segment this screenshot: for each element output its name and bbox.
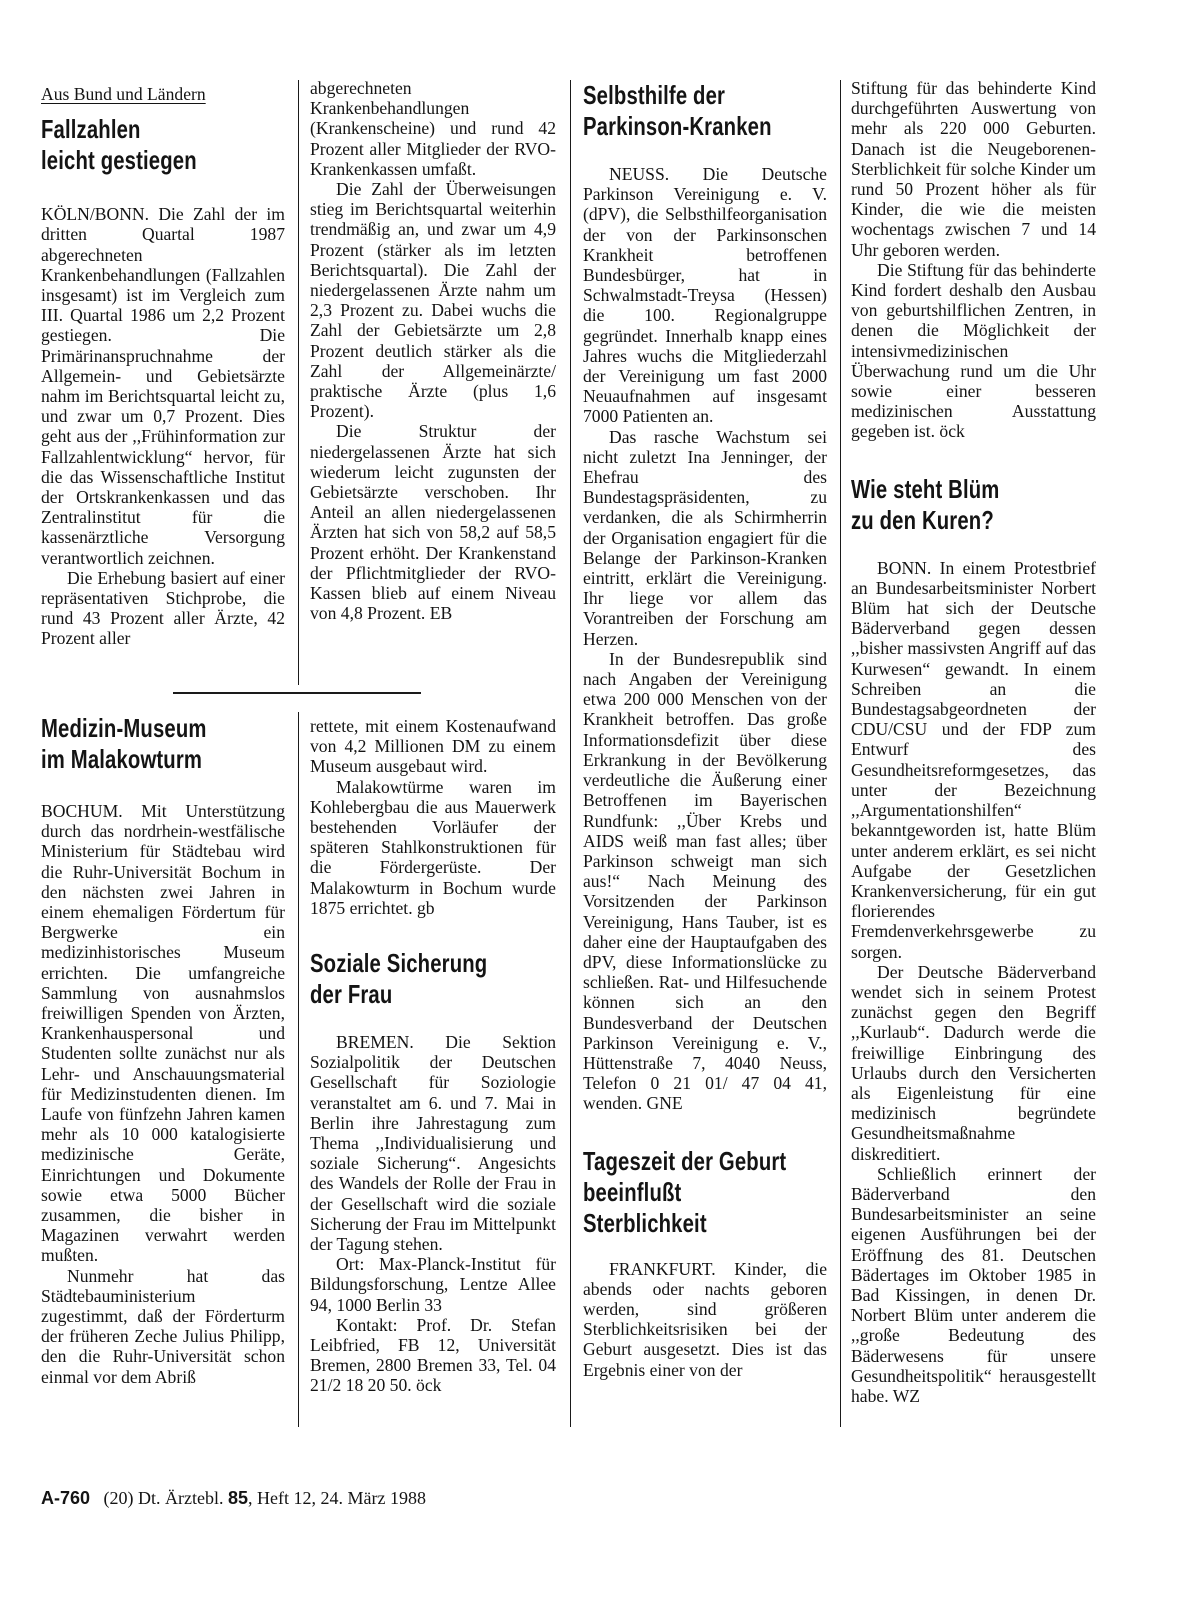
headline-line: im Malakowturm: [41, 744, 203, 774]
column-3: [583, 80, 827, 1380]
headline-tageszeit: [583, 1145, 787, 1239]
headline-line: der Frau: [310, 979, 393, 1010]
headline-line: Wie steht Blüm: [851, 473, 1000, 504]
headline-line: Sterblichkeit: [583, 1207, 707, 1238]
article-paragraph: FRANKFURT. Kinder, die abends oder nachts geboren werden, sind größeren Sterblichkeitsrisiken bei der Geburt ausgesetzt. Dies ist das Ergebnis einer von der: [583, 1258, 827, 1380]
headline-soziale: [310, 948, 502, 1010]
article-paragraph: BREMEN. Die Sektion Sozialpolitik der Deutschen Gesellschaft für Soziologie veranstaltet am 6. und 7. Mai in Berlin ihre Jahrestagung zum Thema ,,Individualisierung und soziale Sicherung“. Angesichts des Wandels der Rolle der Frau in der Gesellschaft wird die soziale Sicherung der Frau im Mittelpunkt der Tagung stehen.: [310, 1032, 556, 1255]
volume-number: 85: [228, 1488, 249, 1508]
column-2-bottom: [310, 716, 556, 1396]
page-footer: [41, 1488, 426, 1509]
column-1-bottom: [41, 713, 285, 1387]
column-4: [851, 78, 1096, 1406]
headline-line: beeinflußt: [583, 1176, 682, 1207]
headline-line: Selbsthilfe der: [583, 80, 726, 110]
article-paragraph: Stiftung für das behinderte Kind durchgeführten Auswertung von mehr als 220 000 Geburten. Danach ist die Neugeborenen-Sterblichkeit für solche Kinder um rund 50 Prozent höher als für Kinder, die wie die meisten wochentags zwischen 7 und 14 Uhr geboren werden.: [851, 78, 1096, 260]
column-divider: [840, 80, 841, 1427]
headline-bluem: [851, 474, 1042, 536]
article-paragraph: Der Deutsche Bäderverband wendet sich in seinem Protest zunächst gegen den Begriff ,,Kurlaub“. Dadurch werde die freiwillige Einbringung des Urlaubs durch den Versicherten als Eigenleistung für eine medizinisch begründete Gesundheitsmaßnahme diskreditiert.: [851, 961, 1096, 1164]
column-divider: [570, 80, 571, 1427]
article-paragraph: Die Struktur der niedergelassenen Ärzte hat sich wiederum leicht zugunsten der Gebietsärzte verschoben. Ihr Anteil an allen niedergelassenen Ärzten hat sich von 58,2 auf 58,5 Prozent erhöht. Der Krankenstand der Pflichtmitglieder der RVO-Kassen blieb auf einem Niveau von 4,8 Prozent. EB: [310, 421, 556, 624]
headline-fallzahlen: [41, 114, 231, 176]
article-paragraph: KÖLN/BONN. Die Zahl der im dritten Quartal 1987 abgerechneten Krankenbehandlungen (Fallzahlen insgesamt) ist im Vergleich zum III. Quartal 1986 um 2,2 Prozent gestiegen. Die Primärinanspruchnahme der Allgemein- und Gebietsärzte nahm im Berichtsquartal leicht zu, und zwar um 0,7 Prozent. Dies geht aus der ,,Frühinformation zur Fallzahlentwicklung“ hervor, für die das Wissenschaftliche Institut der Ortskrankenkassen und das Zentralinstitut für die kassenärztliche Versorgung verantwortlich zeichnen.: [41, 204, 285, 568]
article-paragraph: BONN. In einem Protestbrief an Bundesarbeitsminister Norbert Blüm hat sich der Deutsche Bäderverband gegen dessen ,,bisher massivsten Angriff auf das Kurwesen“ gewandt. In einem Schreiben an die Bundestagsabgeordneten der CDU/CSU und der FDP zum Entwurf des Gesundheitsreformgesetzes, das unter der Bezeichnung ,,Argumentationshilfen“ bekanntgeworden ist, hatte Blüm unter anderem erklärt, es sei nicht Aufgabe der Gesetzlichen Krankenversicherung, für ein gut florierendes Fremdenverkehrsgewerbe zu sorgen.: [851, 557, 1096, 962]
article-paragraph: Das rasche Wachstum sei nicht zuletzt Ina Jenninger, der Ehefrau des Bundestagspräsidenten, zu verdanken, die als Schirmherrin der Organisation engagiert für die Belange der Parkinson-Kranken eintritt, erklärt die Vereinigung. Ihr liege vor allem das Vorantreiben der Forschung am Herzen.: [583, 426, 827, 649]
article-paragraph: BOCHUM. Mit Unterstützung durch das nordrhein-westfälische Ministerium für Städtebau wird die Ruhr-Universität Bochum in den nächsten zwei Jahren in einem ehemaligen Fördertum für Bergwerke ein medizinhistorisches Museum errichten. Die umfangreiche Sammlung von ausnahmslos freiwilligen Spenden von Ärzten, Krankenhauspersonal und Studenten sollte zunächst nur als Lehr- und Anschauungsmaterial für Medizinstudenten dienen. Im Laufe von fünfzehn Jahren kamen mehr als 10 000 katalogisierte medizinische Geräte, Einrichtungen und Dokumente sowie etwa 5000 Bücher zusammen, die bisher in Magazinen verwahrt werden mußten.: [41, 801, 285, 1266]
column-2-top: [310, 78, 556, 623]
article-paragraph: Die Zahl der Überweisungen stieg im Berichtsquartal weiterhin trendmäßig an, und zwar um 4,9 Prozent (stärker als im letzten Berichtsquartal). Die Zahl der niedergelassenen Ärzte nahm um 2,3 Prozent zu. Dabei wuchs die Zahl der Gebietsärzte um 2,8 Prozent deutlich stärker als die Zahl der Allgemeinärzte/ praktische Ärzte (plus 1,6 Prozent).: [310, 179, 556, 422]
page-number: A-760: [41, 1488, 91, 1508]
article-paragraph: rettete, mit einem Kostenaufwand von 4,2 Millionen DM zu einem Museum ausgebaut wird.: [310, 716, 556, 777]
article-paragraph: Kontakt: Prof. Dr. Stefan Leibfried, FB 12, Universität Bremen, 2800 Bremen 33, Tel. 04 21/2 18 20 50. öck: [310, 1314, 556, 1396]
article-paragraph: Die Stiftung für das behinderte Kind fordert deshalb den Ausbau von geburtshilflichen Zentren, in denen die Möglichkeit der intensivmedizinischen Überwachung rund um die Uhr sowie einer besseren medizinischen Ausstattung gegeben ist. öck: [851, 259, 1096, 442]
article-paragraph: Malakowtürme waren im Kohlebergbau die aus Mauerwerk bestehenden Vorläufer der späteren Stahlkonstruktionen für die Fördergerüste. Der Malakowturm in Bochum wurde 1875 errichtet. gb: [310, 776, 556, 918]
article-paragraph: In der Bundesrepublik sind nach Angaben der Vereinigung etwa 200 000 Menschen von der Krankheit betroffen. Das große Informationsdefizit über diese Erkrankung in der Bevölkerung verdeutliche die Äußerung einer Betroffenen im Bayerischen Rundfunk: ,,Über Krebs und AIDS weiß man fast alles; über Parkinson schweigt man sich aus!“ Nach Meinung des Vorsitzenden der Parkinson Vereinigung, Hans Tauber, ist es daher eine der Hauptaufgaben des dPV, diese Informationslücke zu schließen. Rat- und Hilfesuchende können sich an den Bundesverband der Deutschen Parkinson Vereinigung e. V., Hüttenstraße 7, 4040 Neuss, Telefon 0 21 01/ 47 04 41, wenden. GNE: [583, 648, 827, 1114]
headline-line: Fallzahlen: [41, 114, 141, 145]
article-paragraph: Schließlich erinnert der Bäderverband den Bundesarbeitsminister an seine eigenen Ausführungen bei der Eröffnung des 81. Deutschen Bädertages im Oktober 1985 in Bad Kissingen, in denen Dr. Norbert Blüm unter anderem die ,,große Bedeutung des Bäderwesens für unsere Gesundheitspolitik“ herausgestellt habe. WZ: [851, 1163, 1096, 1406]
headline-line: Medizin-Museum: [41, 713, 207, 743]
headline-parkinson: [583, 80, 773, 142]
headline-line: leicht gestiegen: [41, 145, 197, 176]
article-paragraph: Ort: Max-Planck-Institut für Bildungsforschung, Lentze Allee 94, 1000 Berlin 33: [310, 1254, 556, 1315]
headline-line: Soziale Sicherung: [310, 948, 488, 979]
headline-line: Parkinson-Kranken: [583, 111, 772, 141]
article-separator: [173, 692, 421, 694]
citation-prefix: (20) Dt. Ärztebl.: [103, 1488, 224, 1508]
column-divider: [298, 80, 299, 685]
article-paragraph: Die Erhebung basiert auf einer repräsentativen Stichprobe, die rund 43 Prozent aller Ärzte, 42 Prozent aller: [41, 567, 285, 649]
article-paragraph: abgerechneten Krankenbehandlungen (Krankenscheine) und rund 42 Prozent aller Mitglieder der RVO-Krankenkassen umfaßt.: [310, 78, 556, 179]
column-1-top: [41, 84, 285, 649]
citation-suffix: , Heft 12, 24. März 1988: [248, 1488, 426, 1508]
article-paragraph: NEUSS. Die Deutsche Parkinson Vereinigung e. V. (dPV), die Selbsthilfeorganisation der von der Parkinsonschen Krankheit betroffenen Bundesbürger, hat in Schwalmstadt-Treysa (Hessen) die 100. Regionalgruppe gegründet. Innerhalb knapp eines Jahres wuchs die Mitgliederzahl der Vereinigung um fast 2000 Neuaufnahmen auf insgesamt 7000 Patienten an.: [583, 164, 827, 427]
column-divider: [298, 712, 299, 1427]
headline-museum: [41, 713, 231, 775]
section-rubric: Aus Bund und Ländern: [41, 84, 206, 104]
article-paragraph: Nunmehr hat das Städtebauministerium zugestimmt, daß der Förderturm der früheren Zeche Julius Philipp, den die Ruhr-Universität schon einmal vor dem Abriß: [41, 1265, 285, 1387]
headline-line: Tageszeit der Geburt: [583, 1145, 787, 1176]
headline-line: zu den Kuren?: [851, 504, 994, 535]
